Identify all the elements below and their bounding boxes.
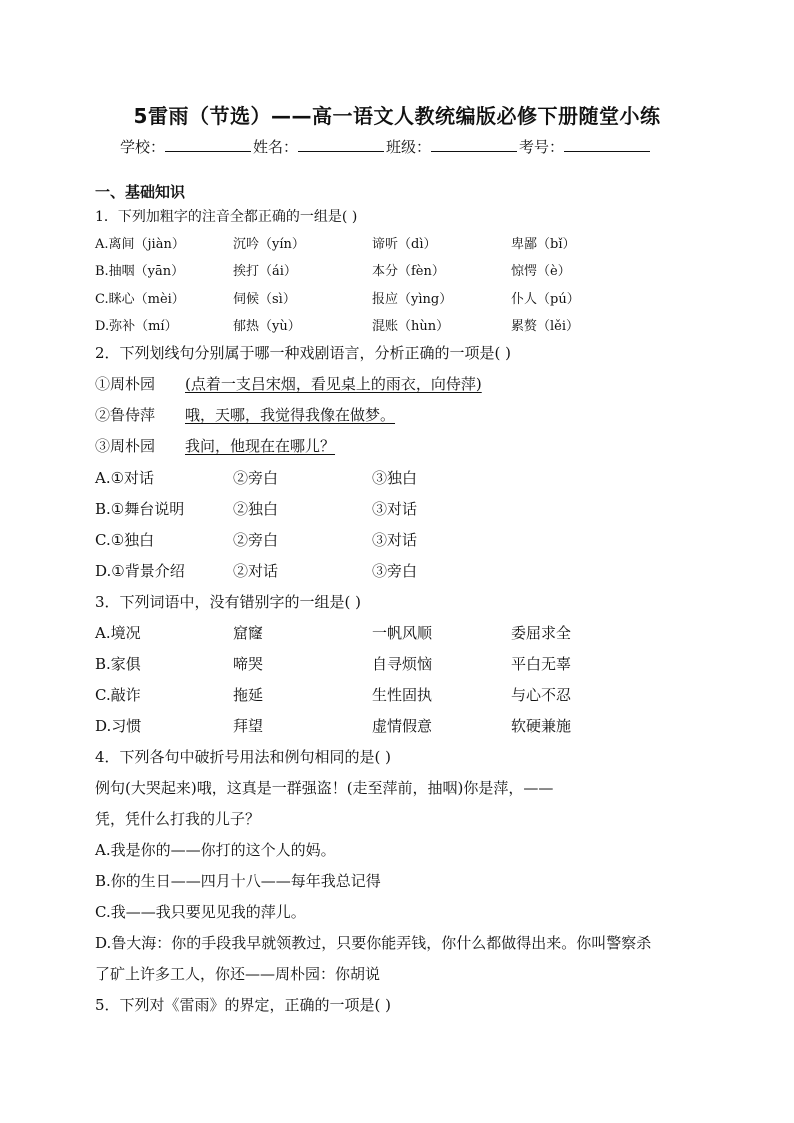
option-cell: B.①舞台说明 — [95, 500, 185, 518]
option-cell: 一帆风顺 — [372, 624, 433, 642]
option-cell: 啼哭 — [233, 655, 264, 673]
option-cell: B.抽咽（yān） — [95, 264, 185, 279]
question-4-stem: 4．下列各句中破折号用法和例句相同的是( ) — [95, 748, 392, 766]
option-cell: 虚情假意 — [372, 717, 433, 735]
option-cell: 与心不忍 — [511, 686, 572, 704]
speaker-name: ②鲁侍萍 — [95, 406, 156, 424]
section-heading: 一、基础知识 — [95, 183, 186, 201]
student-info-line — [120, 136, 680, 157]
option-cell: 挨打（ái） — [233, 264, 297, 279]
option-cell: A.①对话 — [95, 469, 155, 487]
option-cell: B.家俱 — [95, 655, 141, 673]
option-cell: 自寻烦恼 — [372, 655, 433, 673]
name-blank[interactable] — [298, 137, 384, 152]
option-cell: D.弥补（mí） — [95, 319, 178, 334]
underlined-sentence: 哦，天哪，我觉得我像在做梦。 — [185, 406, 396, 424]
option-cell: C.敲诈 — [95, 686, 141, 704]
option-cell: 委屈求全 — [511, 624, 572, 642]
option-cell: A.离间（jiàn） — [95, 237, 185, 252]
option-cell: ③对话 — [372, 500, 418, 518]
option-cell: 窟窿 — [233, 624, 264, 642]
dialogue-line — [95, 435, 335, 456]
question-4-option-b: B.你的生日——四月十八——每年我总记得 — [95, 872, 381, 890]
speaker-name: ①周朴园 — [95, 375, 156, 393]
dialogue-line — [95, 404, 395, 425]
option-cell: 平白无辜 — [511, 655, 572, 673]
option-cell: ③对话 — [372, 531, 418, 549]
option-cell: 拖延 — [233, 686, 264, 704]
option-cell: 伺候（sì） — [233, 292, 296, 307]
question-4-example: 例句(大哭起来)哦，这真是一群强盗！(走至萍前，抽咽)你是萍，—— — [95, 779, 554, 797]
option-cell: ②旁白 — [233, 469, 279, 487]
question-4-example-cont: 凭，凭什么打我的儿子？ — [95, 810, 261, 828]
option-cell: C.①独白 — [95, 531, 155, 549]
option-cell: 软硬兼施 — [511, 717, 572, 735]
option-cell: A.境况 — [95, 624, 141, 642]
class-label: 班级： — [386, 138, 432, 156]
option-cell: 拜望 — [233, 717, 264, 735]
option-cell: 惊愕（è） — [511, 264, 571, 279]
option-cell: 郁热（yù） — [233, 319, 301, 334]
question-4-option-a: A.我是你的——你打的这个人的妈。 — [95, 841, 336, 859]
option-cell: 生性固执 — [372, 686, 433, 704]
option-cell: 本分（fèn） — [372, 264, 445, 279]
question-4-option-c: C.我——我只要见见我的萍儿。 — [95, 903, 306, 921]
option-cell: D.①背景介绍 — [95, 562, 185, 580]
school-label: 学校： — [120, 138, 166, 156]
question-1-stem: 1．下列加粗字的注音全都正确的一组是( ) — [95, 209, 358, 225]
option-cell: ②独白 — [233, 500, 279, 518]
question-2-stem: 2．下列划线句分别属于哪一种戏剧语言，分析正确的一项是( ) — [95, 344, 512, 362]
number-label: 考号： — [519, 138, 565, 156]
page-title: 5雷雨（节选）——高一语文人教统编版必修下册随堂小练 — [133, 104, 661, 128]
option-cell: ③独白 — [372, 469, 418, 487]
option-cell: 报应（yìng） — [372, 292, 453, 307]
underlined-sentence: 我问，他现在在哪儿？ — [185, 437, 336, 455]
dialogue-line — [95, 373, 482, 394]
question-4-option-d-cont: 了矿上许多工人，你还——周朴园：你胡说 — [95, 965, 381, 983]
option-cell: ②对话 — [233, 562, 279, 580]
class-blank[interactable] — [431, 137, 517, 152]
option-cell: D.习惯 — [95, 717, 142, 735]
option-cell: 沉吟（yín） — [233, 237, 305, 252]
option-cell: 混账（hùn） — [372, 319, 450, 334]
question-3-stem: 3．下列词语中，没有错别字的一组是( ) — [95, 593, 362, 611]
option-cell: 仆人（pú） — [511, 292, 580, 307]
name-label: 姓名： — [253, 138, 299, 156]
speaker-name: ③周朴园 — [95, 437, 156, 455]
option-cell: 卑鄙（bǐ） — [511, 237, 576, 252]
number-blank[interactable] — [564, 137, 650, 152]
school-blank[interactable] — [165, 137, 251, 152]
option-cell: ②旁白 — [233, 531, 279, 549]
option-cell: ③旁白 — [372, 562, 418, 580]
underlined-sentence: (点着一支吕宋烟，看见桌上的雨衣，向侍萍) — [185, 375, 482, 393]
option-cell: 累赘（lěi） — [511, 319, 580, 334]
question-4-option-d: D.鲁大海：你的手段我早就领教过，只要你能弄钱，你什么都做得出来。你叫警察杀 — [95, 934, 652, 952]
question-5-stem: 5．下列对《雷雨》的界定，正确的一项是( ) — [95, 996, 392, 1014]
option-cell: 谛听（dì） — [372, 237, 437, 252]
option-cell: C.眯心（mèi） — [95, 292, 185, 307]
